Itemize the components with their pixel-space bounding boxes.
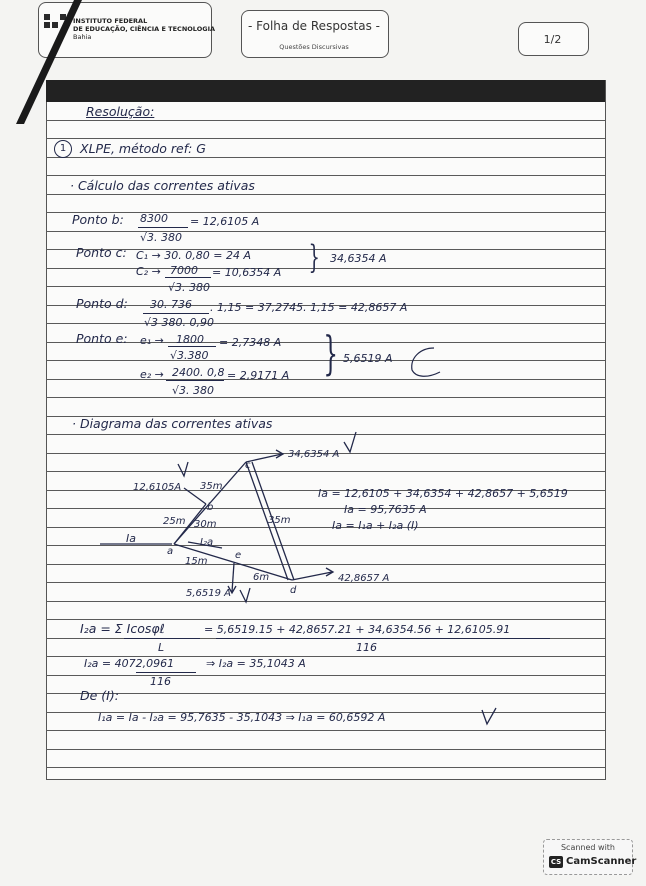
- ponto-c-label: Ponto c:: [76, 245, 127, 260]
- ponto-e-e2-frac-line: [166, 380, 224, 381]
- de-i-label: De (I):: [80, 688, 119, 703]
- diagram-i-c: 34,6354 A: [288, 449, 340, 460]
- camscanner-logo: [549, 856, 563, 868]
- camscanner-logo-text: CS: [550, 858, 562, 866]
- diagram-i-2a: I₂a: [200, 537, 214, 548]
- ponto-e-e1-den: √3.380: [170, 349, 209, 362]
- diagram-node-e: e: [235, 550, 242, 561]
- answer-header-bar: [46, 80, 605, 102]
- ruled-line: [46, 231, 605, 232]
- ponto-c-frac-line: [165, 277, 211, 278]
- eq-i2a-value-frac-line: [136, 672, 196, 673]
- diagram-d-ed: 6m: [253, 572, 270, 583]
- institute-line-1: INSTITUTO FEDERAL: [73, 17, 148, 25]
- ruled-line: [46, 249, 605, 250]
- ruled-line: [46, 175, 605, 176]
- ruled-line: [46, 157, 605, 158]
- ponto-e-e1-num: 1800: [176, 333, 204, 346]
- ponto-e-brace: }: [323, 326, 338, 380]
- ruled-line: [46, 323, 605, 324]
- ponto-e-total: 5,6519 A: [343, 352, 393, 365]
- ruled-line: [46, 693, 605, 694]
- diagram-i-e: 5,6519 A: [186, 588, 232, 599]
- eq-i2a-lhs: I₂a = Σ Icosφℓ: [80, 621, 165, 636]
- ponto-d-label: Ponto d:: [76, 296, 128, 311]
- ponto-e-e1-frac-line: [168, 346, 216, 347]
- eq-i2a-den-right: 116: [356, 641, 377, 654]
- diagram-bm-label: 30m: [194, 519, 217, 530]
- diagram-node-b: b: [207, 502, 214, 513]
- page-number: 1/2: [543, 33, 562, 46]
- ponto-b-num: 8300: [140, 212, 168, 225]
- ponto-e-label: Ponto e:: [76, 331, 128, 346]
- diagram-d-ac: 35m: [200, 481, 223, 492]
- diagram-node-d: d: [290, 585, 297, 596]
- ponto-c-c1: C₁ → 30. 0,80 = 24 A: [136, 249, 252, 262]
- scanned-with-text: Scanned with: [560, 843, 616, 852]
- eq-i2a-frac-line-left: [124, 638, 200, 639]
- question-number-text: 1: [59, 143, 67, 154]
- eq-i2a-den-left: L: [158, 641, 165, 654]
- ruled-line: [46, 138, 605, 139]
- ponto-e-e2-num: 2400. 0,8: [172, 366, 225, 379]
- question-number: [54, 140, 72, 158]
- ponto-e-e2-label: e₂ →: [140, 368, 164, 381]
- eq-ia-split: Ia = I₁a + I₂a (I): [332, 519, 419, 532]
- diagram-d-ae: 15m: [185, 556, 208, 567]
- diagram-node-c: c: [245, 460, 251, 471]
- ponto-d-num: 30. 736: [150, 298, 192, 311]
- ponto-b-result: = 12,6105 A: [190, 215, 260, 228]
- diagram-i-a: Ia: [126, 532, 136, 545]
- eq-i2a-value: I₂a = 4072,0961: [84, 657, 175, 670]
- eq-i2a-frac-line-right: [216, 638, 550, 639]
- ponto-b-den: √3. 380: [140, 231, 182, 244]
- ponto-d-frac-line: [143, 313, 209, 314]
- ponto-e-e2-den: √3. 380: [172, 384, 214, 397]
- ponto-d-result: . 1,15 = 37,2745. 1,15 = 42,8657 A: [210, 301, 408, 314]
- ponto-c-c2-den: √3. 380: [168, 281, 210, 294]
- camscanner-brand: CamScanner: [566, 856, 637, 867]
- ruled-line: [46, 675, 605, 676]
- camscanner-watermark: [543, 839, 637, 875]
- eq-i1a: I₁a = Ia - I₂a = 95,7635 - 35,1043 ⇒ I₁a = 60,6592 A: [98, 711, 386, 724]
- ponto-b-label: Ponto b:: [72, 212, 124, 227]
- final-check-mark: [480, 706, 500, 728]
- ponto-e-check-mark: [404, 342, 444, 382]
- ruled-line: [46, 619, 605, 620]
- eq-i2a-value-den: 116: [150, 675, 171, 688]
- form-subtitle: Questões Discursivas: [279, 43, 349, 51]
- institute-line-3: Bahia: [73, 33, 92, 41]
- ruled-line: [46, 268, 605, 269]
- ruled-line: [46, 397, 605, 398]
- diagram-i-d: 42,8657 A: [338, 573, 390, 584]
- eq-i2a-result: ⇒ I₂a = 35,1043 A: [206, 657, 306, 670]
- ponto-c-c2-num: 7000: [170, 264, 198, 277]
- ruled-line: [46, 749, 605, 750]
- ponto-e-e1-label: e₁ →: [140, 334, 164, 347]
- resolucao-heading: Resolução:: [86, 104, 155, 119]
- ponto-d-den: √3 380. 0,90: [144, 316, 214, 329]
- section-calculo: · Cálculo das correntes ativas: [70, 178, 255, 193]
- eq-ia-sum: Ia = 12,6105 + 34,6354 + 42,8657 + 5,6519: [318, 487, 568, 500]
- eq-i2a-rhs: = 5,6519.15 + 42,8657.21 + 34,6354.56 + 12,6105.91: [204, 623, 511, 636]
- ruled-line: [46, 194, 605, 195]
- ponto-b-frac-line: [138, 227, 188, 228]
- eq-ia-value: Ia = 95,7635 A: [344, 503, 427, 516]
- ponto-c-c2-result: = 10,6354 A: [212, 266, 282, 279]
- diagram-d-cd: 35m: [268, 515, 291, 526]
- ponto-c-brace: }: [308, 238, 320, 276]
- ruled-line: [46, 212, 605, 213]
- institute-line-2: DE EDUCAÇÃO, CIÊNCIA E TECNOLOGIA: [73, 25, 216, 33]
- question-text: XLPE, método ref: G: [80, 141, 206, 156]
- ponto-c-total: 34,6354 A: [330, 252, 387, 265]
- ruled-line: [46, 286, 605, 287]
- ruled-line: [46, 767, 605, 768]
- ruled-line: [46, 730, 605, 731]
- ruled-line: [46, 120, 605, 121]
- ponto-c-c2-label: C₂ →: [136, 265, 161, 278]
- form-title: - Folha de Respostas -: [248, 19, 380, 33]
- diagram-d-ab: 25m: [163, 516, 186, 527]
- ponto-e-e1-result: = 2,7348 A: [219, 336, 282, 349]
- diagram-i-b: 12,6105A: [133, 482, 182, 493]
- diagram-node-a: a: [167, 546, 174, 557]
- section-diagrama: · Diagrama das correntes ativas: [72, 416, 273, 431]
- ponto-e-e2-result: = 2,9171 A: [227, 369, 290, 382]
